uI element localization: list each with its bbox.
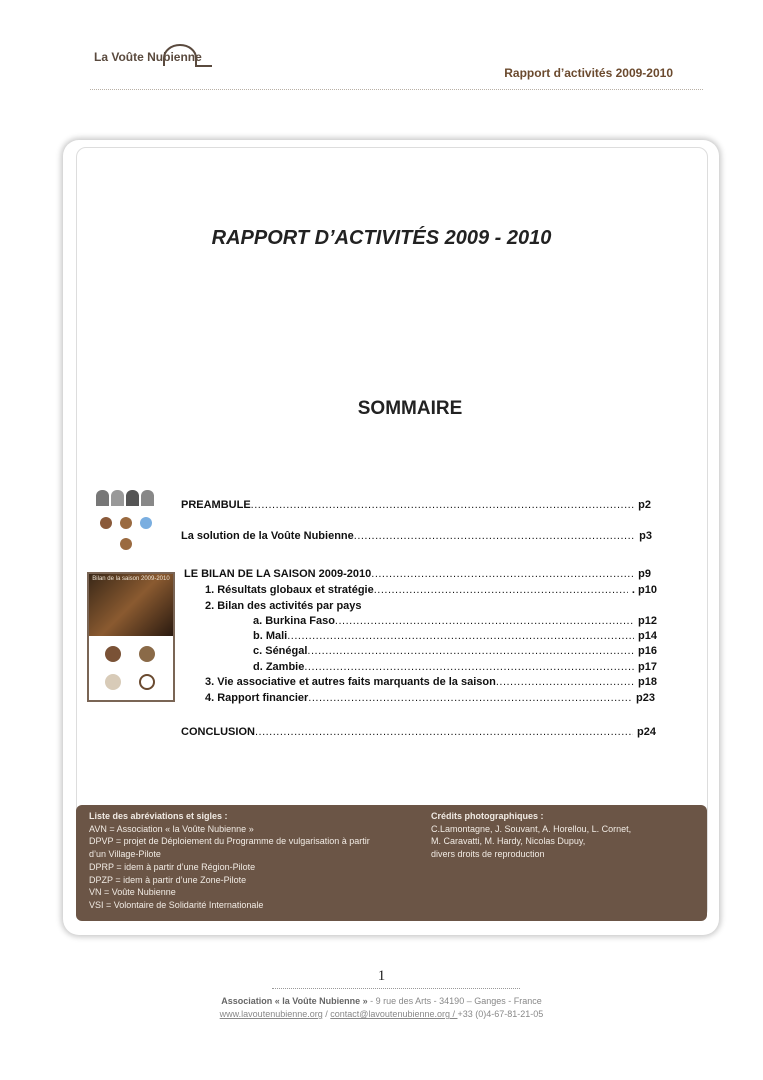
page-number: 1 xyxy=(377,968,386,984)
credits-title: Crédits photographiques : xyxy=(431,811,544,821)
credit-line: M. Caravatti, M. Hardy, Nicolas Dupuy, xyxy=(431,836,586,847)
bilan-saison-thumbnail xyxy=(87,572,175,702)
toc-entry-vie-associative[interactable]: 3. Vie associative et autres faits marquants de la saison ..... p18 xyxy=(205,676,657,688)
toc-entry-zambie[interactable]: d. Zambie ..... p17 xyxy=(253,661,657,673)
abbreviations-title: Liste des abréviations et sigles : xyxy=(89,811,228,821)
toc-entry-solution[interactable]: La solution de la Voûte Nubienne ..... p3 xyxy=(181,530,652,542)
email-link[interactable]: contact@lavoutenubienne.org / xyxy=(330,1009,458,1019)
toc-entry-conclusion[interactable]: CONCLUSION ..... p24 xyxy=(181,726,656,738)
vault-arch-icon xyxy=(162,44,214,68)
credit-line: divers droits de reproduction xyxy=(431,849,545,860)
report-title: RAPPORT D’ACTIVITÉS 2009 - 2010 xyxy=(211,227,552,249)
footer-divider xyxy=(272,988,520,989)
toc-entry-preambule[interactable]: PREAMBULE ..... p2 xyxy=(181,499,651,511)
footer-address xyxy=(0,995,763,1021)
toc-entry-burkina[interactable]: a. Burkina Faso ..... p12 xyxy=(253,615,657,627)
logo xyxy=(94,50,202,64)
logo-text: La Voûte Nubienne xyxy=(94,50,202,64)
toc-entry-rapport-financier[interactable]: 4. Rapport financier ..... p23 xyxy=(205,692,655,704)
phone-number: +33 (0)4-67-81-21-05 xyxy=(457,1009,544,1019)
separator: / xyxy=(322,1009,331,1019)
photo-credits xyxy=(431,810,631,861)
abbrev-item: d’un Village-Pilote xyxy=(89,849,161,860)
abbrev-item: VN = Voûte Nubienne xyxy=(89,887,176,898)
abbrev-item: DPVP = projet de Déploiement du Programme de vulgarisation à partir xyxy=(89,836,370,847)
toc-entry-mali[interactable]: b. Mali ..... p14 xyxy=(253,630,657,642)
header-title: Rapport d’activités 2009-2010 xyxy=(504,66,673,80)
toc-entry-bilan[interactable]: LE BILAN DE LA SAISON 2009-2010 ..... p9 xyxy=(184,568,651,580)
abbrev-item: DPRP = idem à partir d’une Région-Pilote xyxy=(89,861,256,872)
website-link[interactable]: www.lavoutenubienne.org xyxy=(219,1009,323,1019)
toc-entry-bilan-pays[interactable]: 2. Bilan des activités par pays xyxy=(205,600,362,612)
org-name: Association « la Voûte Nubienne » xyxy=(221,996,368,1006)
abbrev-item: AVN = Association « la Voûte Nubienne » xyxy=(89,823,254,834)
thumbnail-caption: Bilan de la saison 2009-2010 xyxy=(89,574,173,636)
sommaire-heading: SOMMAIRE xyxy=(357,398,463,419)
abbrev-item: VSI = Volontaire de Solidarité Internationale xyxy=(89,899,264,910)
toc-entry-resultats[interactable]: 1. Résultats globaux et stratégie ..... . p10 xyxy=(205,584,657,596)
info-box xyxy=(76,805,707,921)
toc-entry-senegal[interactable]: c. Sénégal ..... p16 xyxy=(253,645,657,657)
abbrev-item: DPZP = idem à partir d’une Zone-Pilote xyxy=(89,874,247,885)
header-divider xyxy=(90,89,703,90)
credit-line: C.Lamontagne, J. Souvant, A. Horellou, L. Cornet, xyxy=(431,823,632,834)
abbreviations-list xyxy=(89,810,370,912)
postal-address: - 9 rue des Arts - 34190 – Ganges - France xyxy=(367,996,542,1006)
solution-diagram-thumbnail xyxy=(96,490,158,550)
